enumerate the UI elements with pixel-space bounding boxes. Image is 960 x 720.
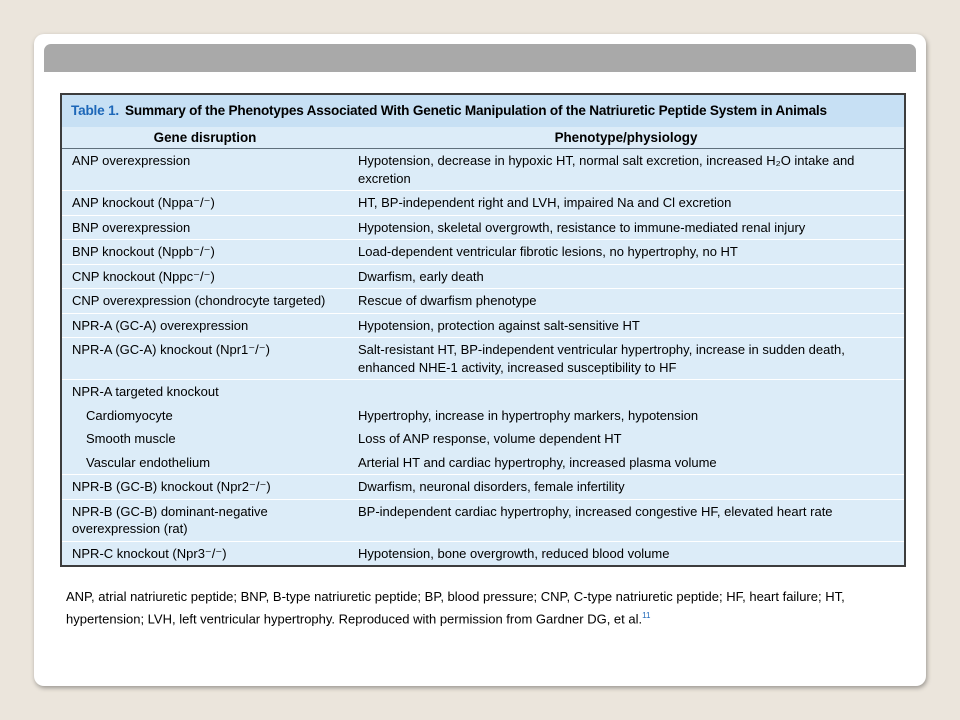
gene-cell: CNP knockout (Nppc⁻/⁻) bbox=[62, 264, 348, 289]
phenotype-cell: HT, BP-independent right and LVH, impaired Na and Cl excretion bbox=[348, 191, 904, 216]
phenotype-cell: Arterial HT and cardiac hypertrophy, increased plasma volume bbox=[348, 451, 904, 475]
gene-cell: Vascular endothelium bbox=[62, 451, 348, 475]
table-row bbox=[62, 215, 904, 240]
phenotype-cell: Hypertrophy, increase in hypertrophy markers, hypotension bbox=[348, 404, 904, 428]
table-row bbox=[62, 338, 904, 380]
phenotype-cell: Dwarfism, neuronal disorders, female infertility bbox=[348, 475, 904, 500]
gene-cell: BNP knockout (Nppb⁻/⁻) bbox=[62, 240, 348, 265]
table-row bbox=[62, 289, 904, 314]
gene-cell: Smooth muscle bbox=[62, 427, 348, 451]
table-footnote bbox=[66, 587, 906, 628]
slide bbox=[34, 34, 926, 686]
phenotype-cell: BP-independent cardiac hypertrophy, increased congestive HF, elevated heart rate bbox=[348, 499, 904, 541]
phenotype-cell: Loss of ANP response, volume dependent HT bbox=[348, 427, 904, 451]
table-label: Table 1. bbox=[71, 103, 120, 118]
table-row bbox=[62, 149, 904, 191]
data-table bbox=[62, 127, 904, 565]
gene-cell: Cardiomyocyte bbox=[62, 404, 348, 428]
phenotype-cell: Dwarfism, early death bbox=[348, 264, 904, 289]
gene-cell: ANP overexpression bbox=[62, 149, 348, 191]
table-row bbox=[62, 427, 904, 451]
column-header-gene: Gene disruption bbox=[62, 127, 348, 149]
phenotype-cell bbox=[348, 380, 904, 404]
phenotype-cell: Hypotension, bone overgrowth, reduced blood volume bbox=[348, 541, 904, 565]
phenotype-table bbox=[60, 93, 906, 567]
gene-cell: NPR-A (GC-A) overexpression bbox=[62, 313, 348, 338]
gene-cell: NPR-C knockout (Npr3⁻/⁻) bbox=[62, 541, 348, 565]
table-title-text: Summary of the Phenotypes Associated With Genetic Manipulation of the Natriuretic Peptide System in Animals bbox=[125, 103, 827, 118]
header-row bbox=[62, 127, 904, 149]
phenotype-cell: Hypotension, decrease in hypoxic HT, normal salt excretion, increased H₂O intake and excretion bbox=[348, 149, 904, 191]
column-header-phenotype: Phenotype/physiology bbox=[348, 127, 904, 149]
table-row bbox=[62, 240, 904, 265]
table-row bbox=[62, 313, 904, 338]
table-row bbox=[62, 264, 904, 289]
table-row bbox=[62, 499, 904, 541]
table-row bbox=[62, 380, 904, 404]
phenotype-cell: Load-dependent ventricular fibrotic lesions, no hypertrophy, no HT bbox=[348, 240, 904, 265]
phenotype-cell: Salt-resistant HT, BP-independent ventricular hypertrophy, increase in sudden death, enhanced NHE-1 activity, increased susceptibility to HF bbox=[348, 338, 904, 380]
phenotype-cell: Rescue of dwarfism phenotype bbox=[348, 289, 904, 314]
gene-cell: NPR-B (GC-B) knockout (Npr2⁻/⁻) bbox=[62, 475, 348, 500]
table-row bbox=[62, 475, 904, 500]
table-row bbox=[62, 541, 904, 565]
gene-cell: NPR-B (GC-B) dominant-negative overexpression (rat) bbox=[62, 499, 348, 541]
table-row bbox=[62, 404, 904, 428]
footnote-reference: 11 bbox=[642, 611, 651, 620]
gene-cell: BNP overexpression bbox=[62, 215, 348, 240]
gene-cell: NPR-A targeted knockout bbox=[62, 380, 348, 404]
phenotype-cell: Hypotension, protection against salt-sensitive HT bbox=[348, 313, 904, 338]
gene-cell: ANP knockout (Nppa⁻/⁻) bbox=[62, 191, 348, 216]
table-title bbox=[62, 95, 904, 127]
slide-header-bar bbox=[44, 44, 916, 72]
phenotype-cell: Hypotension, skeletal overgrowth, resistance to immune-mediated renal injury bbox=[348, 215, 904, 240]
gene-cell: NPR-A (GC-A) knockout (Npr1⁻/⁻) bbox=[62, 338, 348, 380]
table-row bbox=[62, 191, 904, 216]
footnote-text: ANP, atrial natriuretic peptide; BNP, B-type natriuretic peptide; BP, blood pressure; CNP, C-type natriuretic peptide; HF, heart failure; HT, hypertension; LVH, left ventricular hypertrophy. Reproduced with permission from Gardner DG, et al. bbox=[66, 589, 845, 627]
gene-cell: CNP overexpression (chondrocyte targeted) bbox=[62, 289, 348, 314]
table-row bbox=[62, 451, 904, 475]
